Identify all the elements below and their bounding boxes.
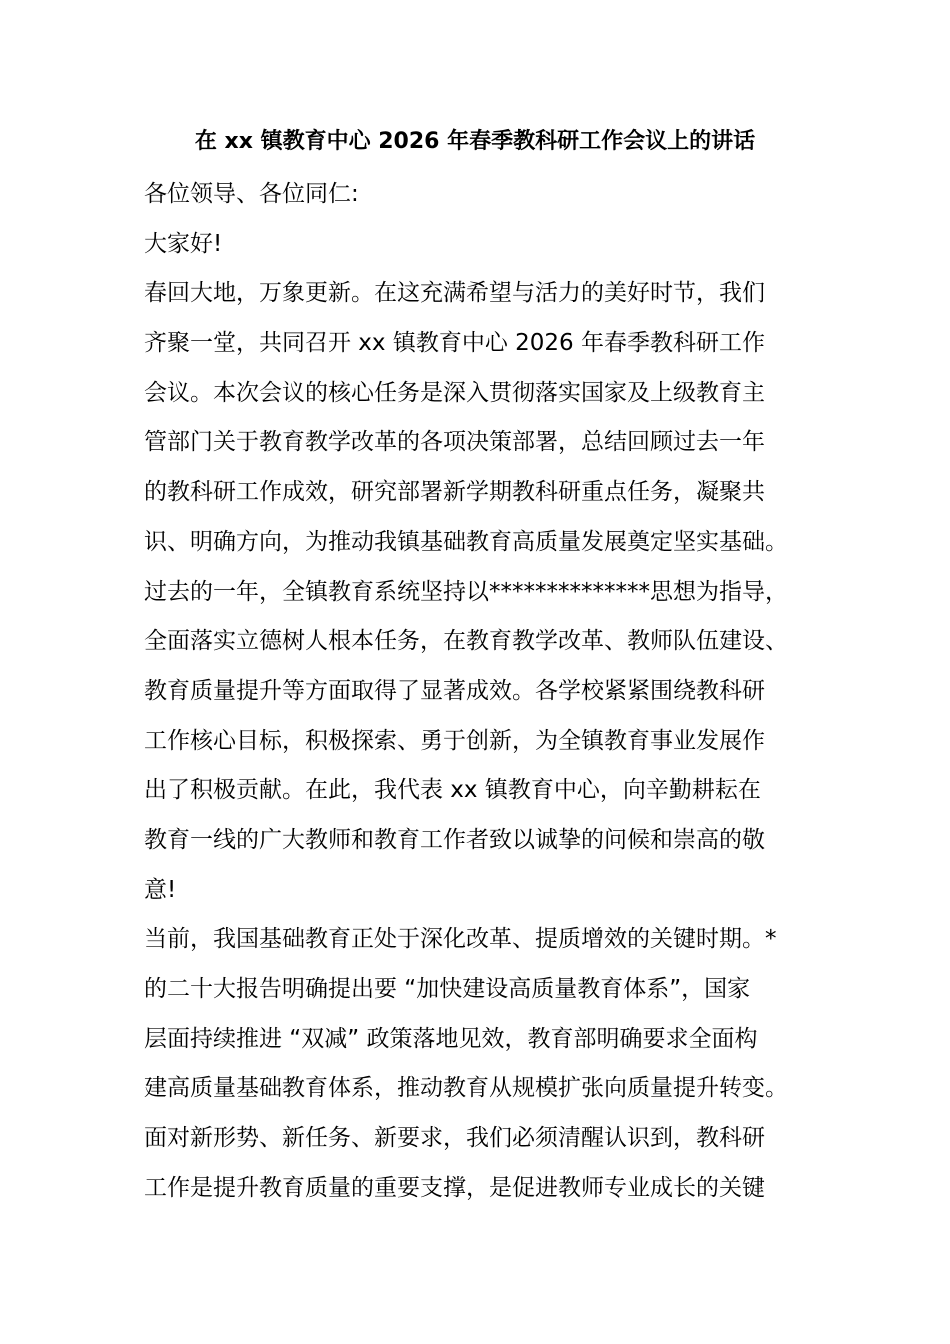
paragraph-line: 出了积极贡献。在此，我代表 xx 镇教育中心，向辛勤耕耘在 [144, 777, 761, 804]
paragraph-line: 全面落实立德树人根本任务，在教育教学改革、教师队伍建设、 [144, 628, 788, 655]
paragraph-line: 当前，我国基础教育正处于深化改革、提质增效的关键时期。* [144, 926, 777, 953]
paragraph-line: 过去的一年，全镇教育系统坚持以**************思想为指导， [144, 578, 788, 605]
speech-title: 在 xx 镇教育中心 2026 年春季教科研工作会议上的讲话 [194, 129, 756, 154]
paragraph-line: 教育质量提升等方面取得了显著成效。各学校紧紧围绕教科研 [144, 677, 765, 704]
paragraph-line: 的教科研工作成效，研究部署新学期教科研重点任务，凝聚共 [144, 479, 765, 506]
paragraph-line: 会议。本次会议的核心任务是深入贯彻落实国家及上级教育主 [144, 379, 765, 406]
speech-body [144, 170, 834, 1213]
paragraph-line: 意! [144, 876, 177, 903]
paragraph-line: 识、明确方向，为推动我镇基础教育高质量发展奠定坚实基础。 [144, 528, 788, 555]
paragraph-line: 面对新形势、新任务、新要求，我们必须清醒认识到，教科研 [144, 1125, 765, 1152]
paragraph-line: 工作是提升教育质量的重要支撑，是促进教师专业成长的关键 [144, 1174, 765, 1201]
paragraph-line: 工作核心目标，积极探索、勇于创新，为全镇教育事业发展作 [144, 727, 765, 754]
paragraph-line: 教育一线的广大教师和教育工作者致以诚挚的问候和崇高的敬 [144, 826, 765, 853]
paragraph-line: 的二十大报告明确提出要 “加快建设高质量教育体系”，国家 [144, 976, 751, 1002]
paragraph-line: 建高质量基础教育体系，推动教育从规模扩张向质量提升转变。 [144, 1075, 788, 1102]
paragraph-line: 春回大地，万象更新。在这充满希望与活力的美好时节，我们 [144, 280, 765, 307]
paragraph-line: 管部门关于教育教学改革的各项决策部署，总结回顾过去一年 [144, 429, 765, 456]
paragraph-line: 层面持续推进 “双减” 政策落地见效，教育部明确要求全面构 [144, 1025, 758, 1052]
paragraph-line: 齐聚一堂，共同召开 xx 镇教育中心 2026 年春季教科研工作 [144, 330, 765, 357]
salutation-line: 各位领导、各位同仁: [144, 181, 359, 207]
greeting-line: 大家好! [144, 230, 223, 257]
